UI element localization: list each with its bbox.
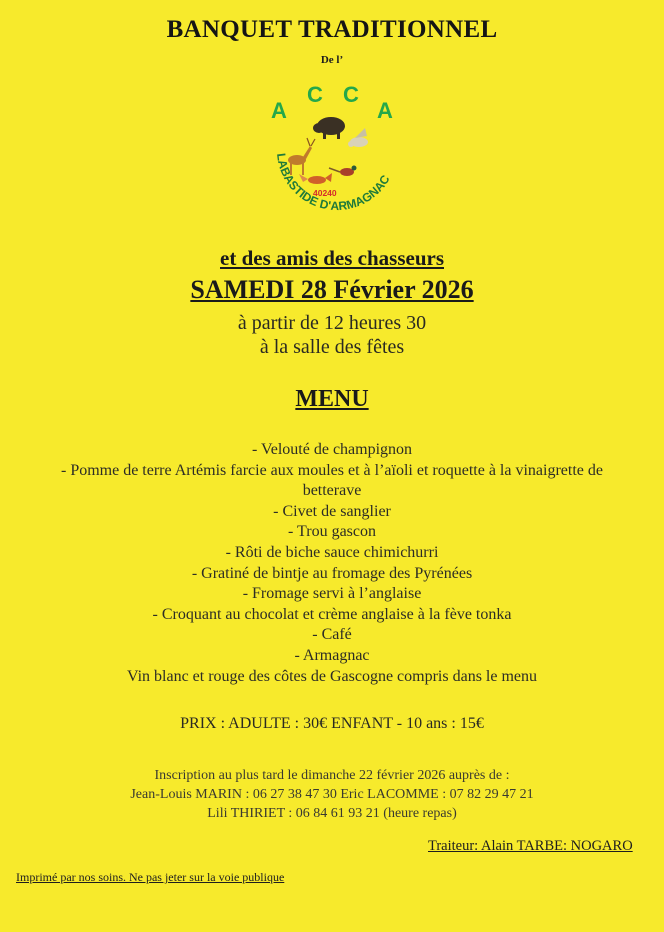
menu-list [60, 440, 604, 687]
pigeon-icon [348, 128, 368, 147]
event-amis: et des amis des chasseurs [220, 246, 444, 270]
menu-item: - Gratiné de bintje au fromage des Pyrénées [191, 564, 473, 582]
logo-postcode: 40240 [313, 188, 337, 198]
event-date: SAMEDI 28 Février 2026 [190, 275, 474, 304]
menu-item: - Armagnac [294, 646, 370, 664]
caterer-line: Traiteur: Alain TARBE: NOGARO [428, 838, 633, 854]
menu-item: Vin blanc et rouge des côtes de Gascogne compris dans le menu [126, 667, 538, 685]
inscription-contact-lili: Lili THIRIET : 06 84 61 93 21 (heure repas) [207, 806, 457, 821]
inscription-deadline: Inscription au plus tard le dimanche 22 février 2026 auprès de : [154, 768, 510, 783]
logo-ring-text: LABASTIDE D'ARMAGNAC [274, 152, 393, 214]
menu-item: - Velouté de champignon [251, 441, 413, 458]
price-line: PRIX : ADULTE : 30€ ENFANT - 10 ans : 15€ [180, 715, 484, 732]
page-title: BANQUET TRADITIONNEL [166, 16, 498, 43]
menu-item: - Trou gascon [287, 523, 376, 541]
inscription-contacts: Jean-Louis MARIN : 06 27 38 47 30 Eric LACOMME : 07 82 29 47 21 [130, 787, 534, 802]
menu-title: MENU [295, 386, 369, 412]
pheasant-icon [329, 166, 357, 177]
menu-item: - Rôti de biche sauce chimichurri [225, 543, 439, 561]
menu-item: - Café [312, 626, 352, 644]
deer-icon [288, 138, 315, 175]
logo-letter: C [307, 82, 323, 107]
menu-item: - Pomme de terre Artémis farcie aux moules et à l’aïoli et roquette à la vinaigrette de betterave [60, 461, 603, 500]
print-notice: Imprimé par nos soins. Ne pas jeter sur la voie publique [16, 870, 285, 884]
menu-item: - Croquant au chocolat et crème anglaise à la fève tonka [152, 605, 512, 623]
inscription-block [0, 766, 664, 823]
event-place: à la salle des fêtes [259, 336, 405, 358]
event-time: à partir de 12 heures 30 [237, 312, 427, 334]
logo-letter: A [271, 98, 287, 123]
acca-logo [255, 72, 415, 232]
logo-letter: C [343, 82, 359, 107]
page-subtitle: De l’ [320, 54, 344, 66]
logo-letter: A [377, 98, 393, 123]
menu-item: - Civet de sanglier [273, 502, 391, 520]
boar-icon [313, 117, 345, 139]
menu-item: - Fromage servi à l’anglaise [242, 585, 422, 603]
